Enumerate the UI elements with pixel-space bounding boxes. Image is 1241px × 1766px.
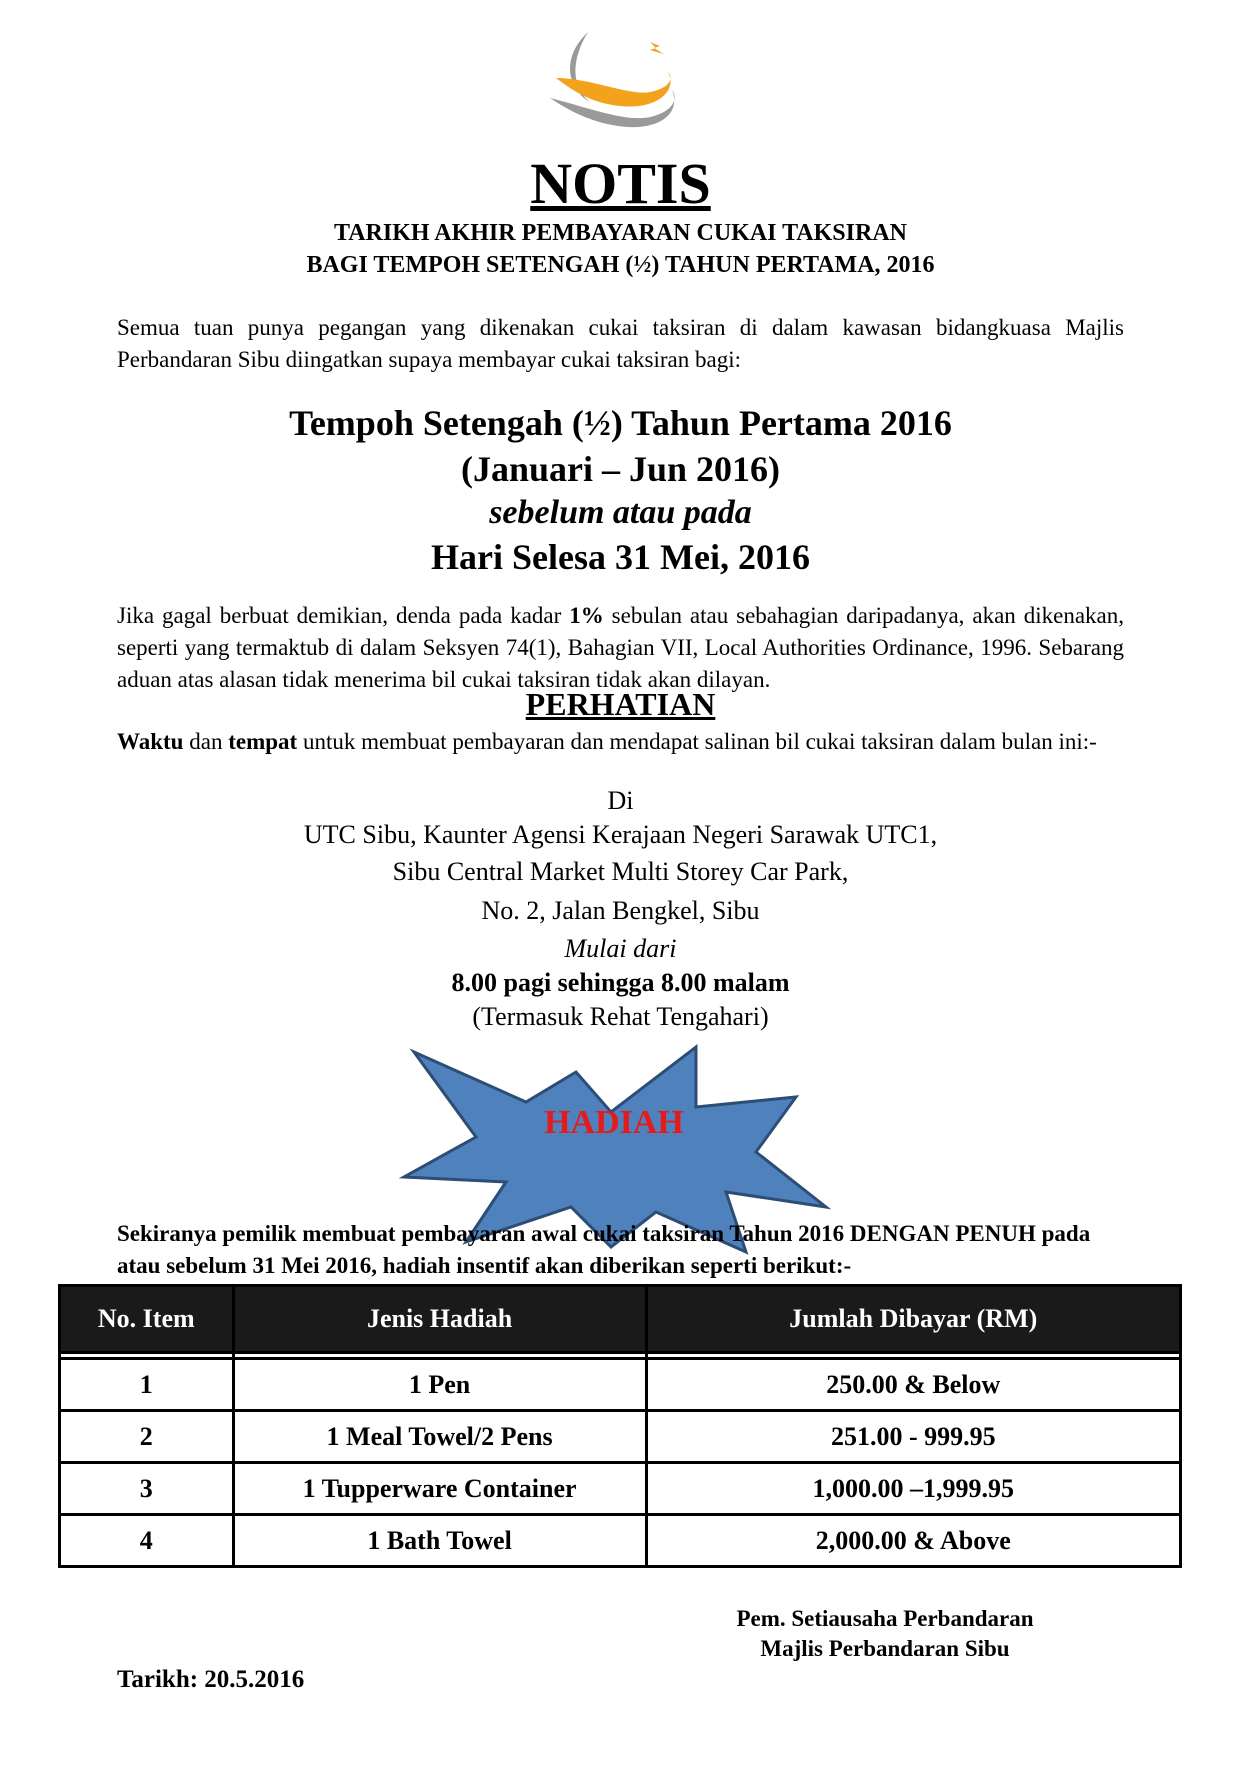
location-line2: Sibu Central Market Multi Storey Car Park, xyxy=(392,857,849,886)
item-no: 2 xyxy=(60,1411,234,1463)
notice-date: Tarikh: 20.5.2016 xyxy=(117,1666,305,1693)
hadiah-label: HADIAH xyxy=(544,1104,684,1141)
location-note: (Termasuk Rehat Tengahari) xyxy=(472,1002,769,1031)
amount-range: 250.00 & Below xyxy=(646,1359,1180,1411)
period-deadline: Hari Selesa 31 Mei, 2016 xyxy=(431,537,810,577)
notice-title: NOTIS xyxy=(530,151,711,216)
amount-range: 1,000.00 –1,999.95 xyxy=(646,1463,1180,1515)
amount-range: 2,000.00 & Above xyxy=(646,1515,1180,1567)
prize-type: 1 Bath Towel xyxy=(233,1515,646,1567)
period-line2: (Januari – Jun 2016) xyxy=(460,449,781,489)
signature-line2: Majlis Perbandaran Sibu xyxy=(760,1636,1010,1661)
item-no: 3 xyxy=(60,1463,234,1515)
period-line3: sebelum atau pada xyxy=(489,494,752,531)
table-row xyxy=(60,1515,1181,1567)
location-di: Di xyxy=(607,786,634,815)
amount-range: 251.00 - 999.95 xyxy=(646,1411,1180,1463)
prize-type: 1 Meal Towel/2 Pens xyxy=(233,1411,646,1463)
location-line1: UTC Sibu, Kaunter Agensi Kerajaan Negeri Sarawak UTC1, xyxy=(303,820,938,849)
signature-line1: Pem. Setiausaha Perbandaran xyxy=(736,1606,1034,1631)
table-row xyxy=(60,1411,1181,1463)
perhatian-paragraph: Waktu dan tempat untuk membuat pembayaran dan mendapat salinan bil cukai taksiran dalam bulan ini:- xyxy=(117,729,1097,754)
intro-paragraph: Semua tuan punya pegangan yang dikenakan cukai taksiran di dalam kawasan bidangkuasa Majlis Perbandaran Sibu diingatkan supaya membayar cukai taksiran bagi: xyxy=(117,315,1124,372)
header-item-no: No. Item xyxy=(60,1286,234,1353)
penalty-paragraph: Jika gagal berbuat demikian, denda pada kadar 1% sebulan atau sebahagian daripadanya, akan dikenakan, seperti yang termaktub di dalam Seksyen 74(1), Bahagian VII, Local Authorities Ordinance, 1996. Sebarang aduan atas alasan tidak menerima bil cukai taksiran tidak akan dilayan. xyxy=(117,603,1124,692)
penalty-rate: 1% xyxy=(569,603,604,628)
incentive-paragraph: Sekiranya pemilik membuat pembayaran awal cukai taksiran Tahun 2016 DENGAN PENUH pada atau sebelum 31 Mei 2016, hadiah insentif akan diberikan seperti berikut:- xyxy=(117,1221,1091,1278)
notice-subtitle-line2: BAGI TEMPOH SETENGAH (½) TAHUN PERTAMA, 2016 xyxy=(306,252,935,278)
period-line1: Tempoh Setengah (½) Tahun Pertama 2016 xyxy=(289,403,952,443)
perhatian-heading: PERHATIAN xyxy=(525,686,716,722)
prize-table xyxy=(58,1284,1182,1568)
prize-table-header xyxy=(60,1286,1181,1353)
prize-type: 1 Pen xyxy=(233,1359,646,1411)
header-prize-type: Jenis Hadiah xyxy=(233,1286,646,1353)
item-no: 1 xyxy=(60,1359,234,1411)
prize-type: 1 Tupperware Container xyxy=(233,1463,646,1515)
location-hours: 8.00 pagi sehingga 8.00 malam xyxy=(451,968,790,997)
table-row xyxy=(60,1463,1181,1515)
council-logo xyxy=(550,28,690,148)
header-amount-paid: Jumlah Dibayar (RM) xyxy=(646,1286,1180,1353)
item-no: 4 xyxy=(60,1515,234,1567)
location-from: Mulai dari xyxy=(564,934,677,963)
location-line3: No. 2, Jalan Bengkel, Sibu xyxy=(481,896,760,925)
table-row xyxy=(60,1359,1181,1411)
notice-subtitle-line1: TARIKH AKHIR PEMBAYARAN CUKAI TAKSIRAN xyxy=(334,220,907,246)
